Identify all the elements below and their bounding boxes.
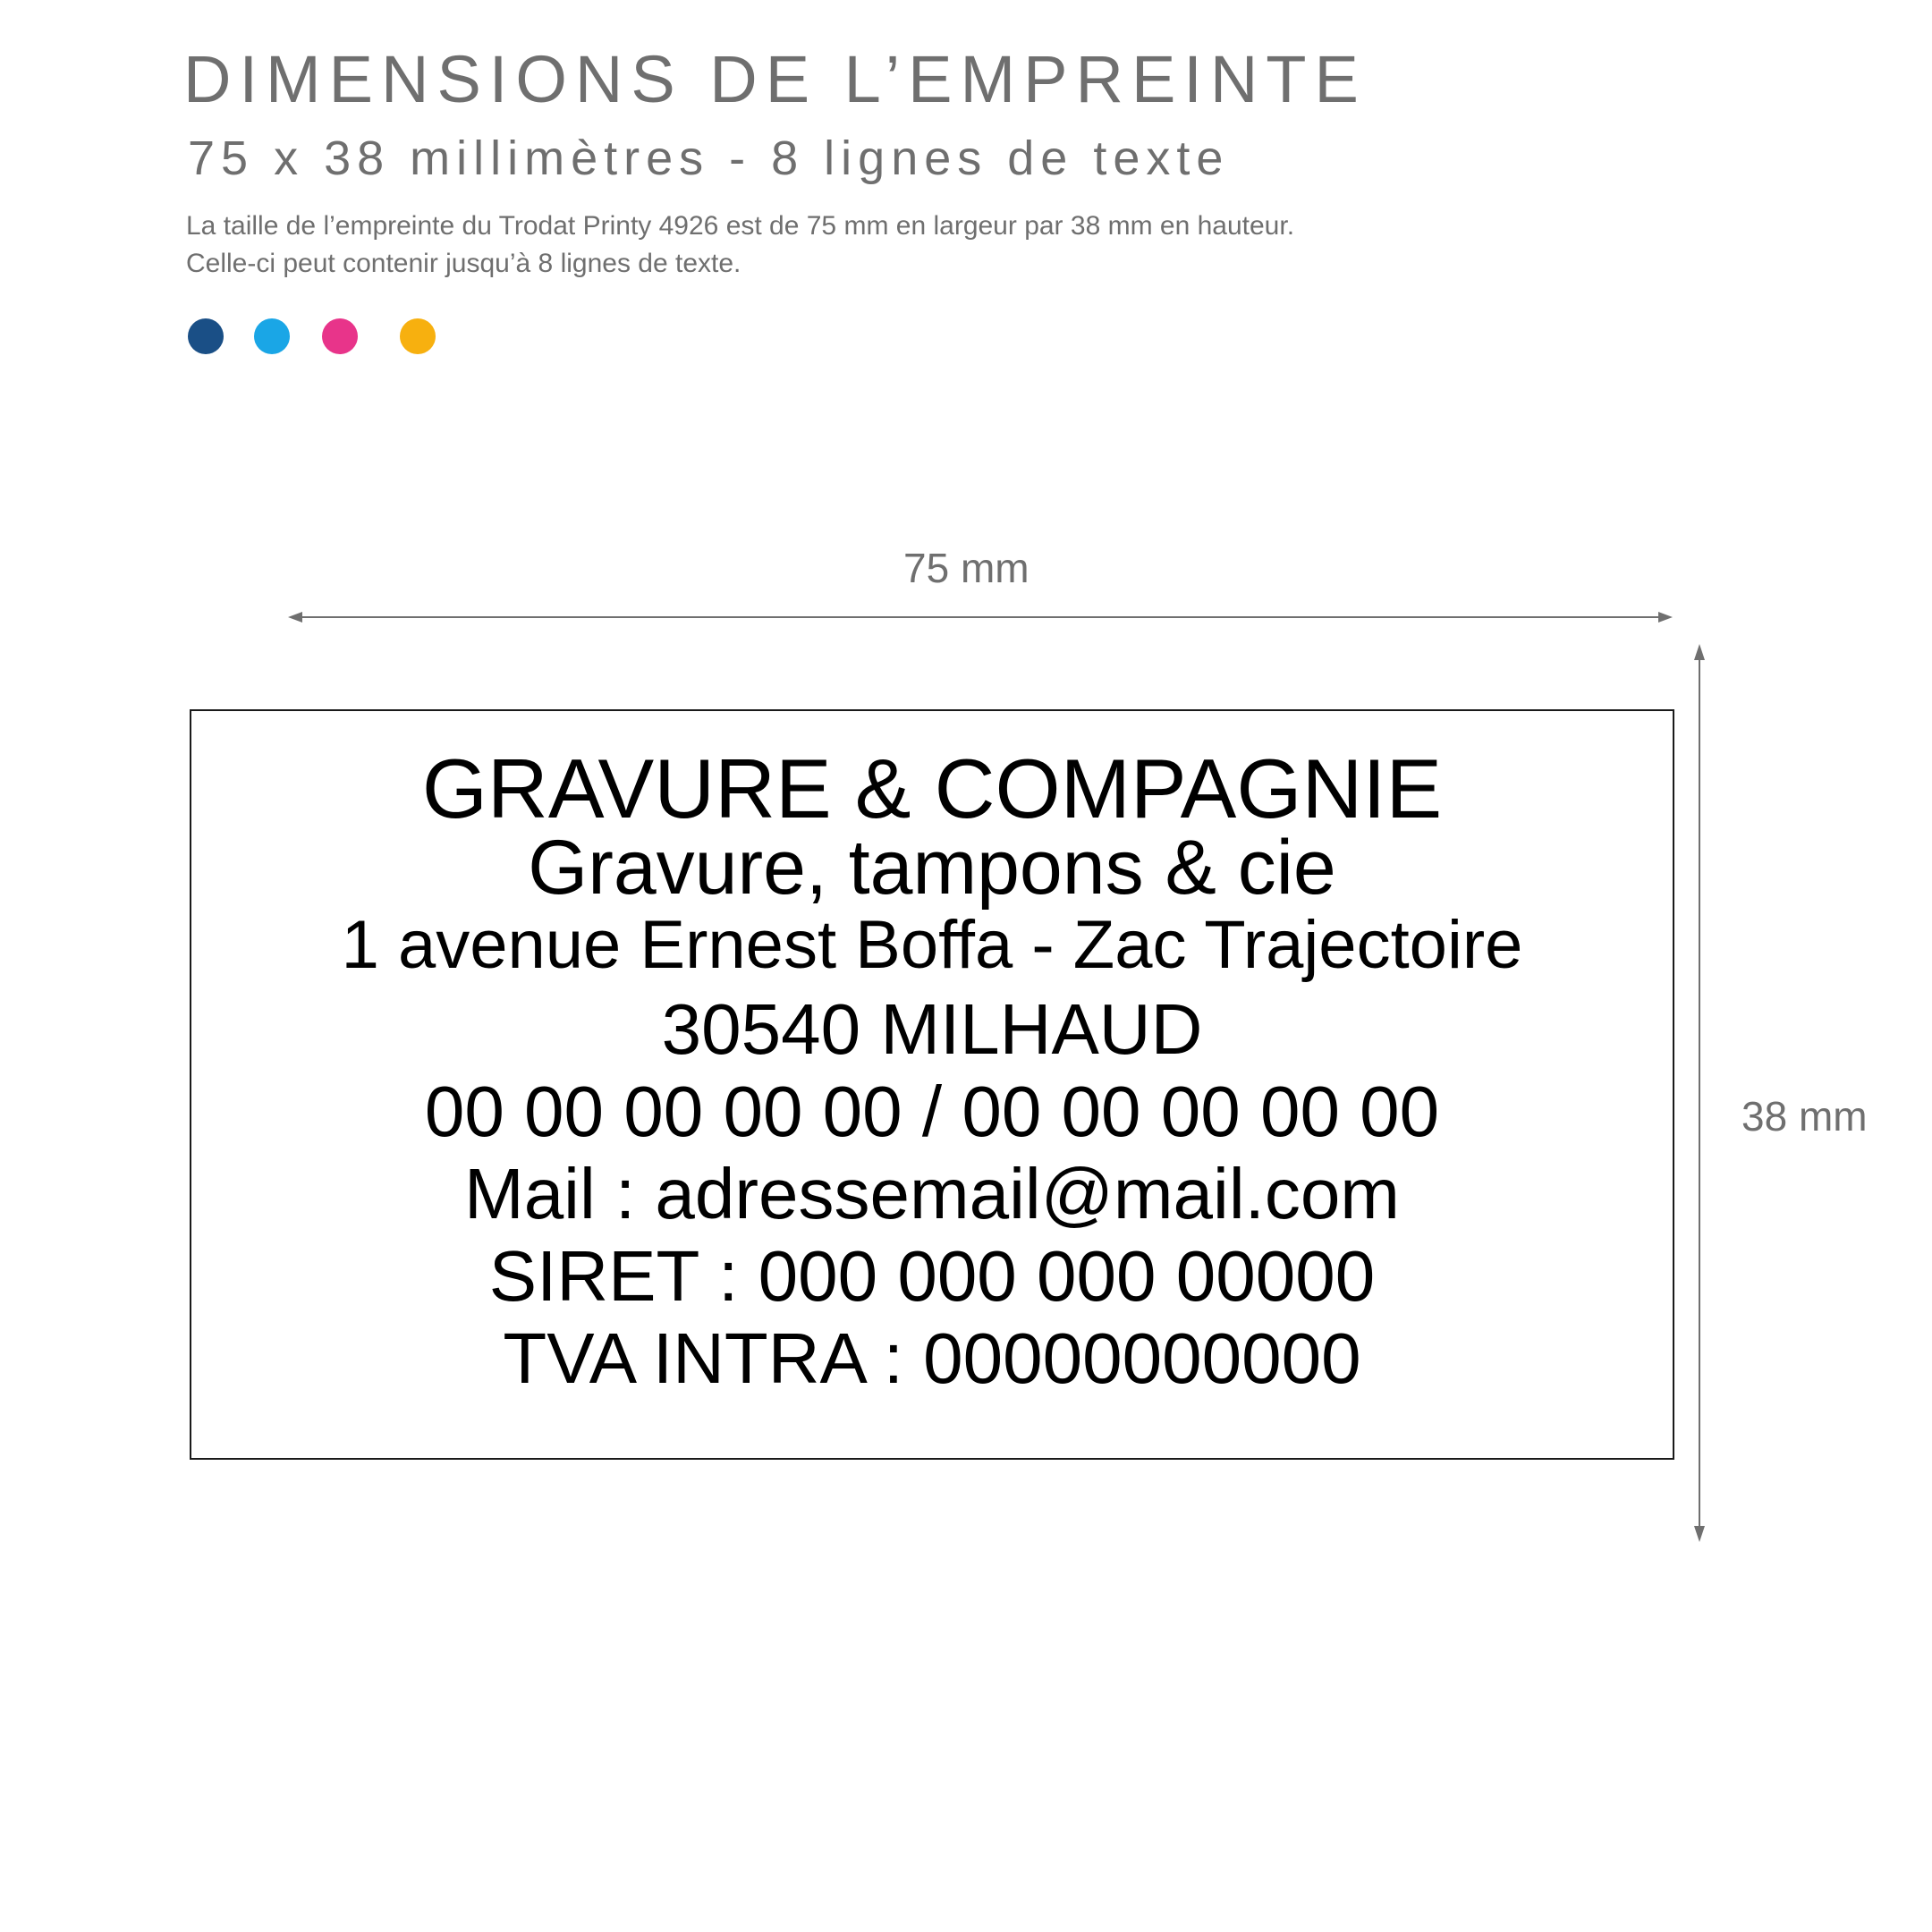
description-line-1: La taille de l’empreinte du Trodat Printy 4926 est de 75 mm en largeur par 38 mm en hauteur. [186, 211, 1295, 241]
stamp-line-address: 1 avenue Ernest Boffa - Zac Trajectoire [341, 907, 1523, 983]
stamp-line-postal-city: 30540 MILHAUD [661, 989, 1203, 1069]
stamp-line-tagline: Gravure, tampons & cie [528, 825, 1336, 911]
stamp-text-block [191, 741, 1673, 1405]
width-dimension-label: 75 mm [903, 545, 1030, 591]
description-line-2: Celle-ci peut contenir jusqu’à 8 lignes de texte. [186, 249, 741, 278]
stamp-line-vat: TVA INTRA : 00000000000 [503, 1318, 1361, 1398]
stamp-imprint-preview [190, 709, 1674, 1460]
stamp-line-company-name: GRAVURE & COMPAGNIE [421, 741, 1443, 835]
page-title: DIMENSIONS DE L’EMPREINTE [183, 42, 1367, 116]
stamp-line-siret: SIRET : 000 000 000 00000 [488, 1236, 1376, 1316]
stamp-line-email: Mail : adressemail@mail.com [464, 1154, 1400, 1233]
stamp-line-phones: 00 00 00 00 00 / 00 00 00 00 00 [424, 1072, 1440, 1151]
width-dimension-arrow [288, 612, 1673, 623]
height-dimension-arrow [1694, 644, 1705, 1542]
page-subtitle: 75 x 38 millimètres - 8 lignes de texte [188, 131, 1230, 185]
height-dimension-label: 38 mm [1741, 1093, 1868, 1140]
